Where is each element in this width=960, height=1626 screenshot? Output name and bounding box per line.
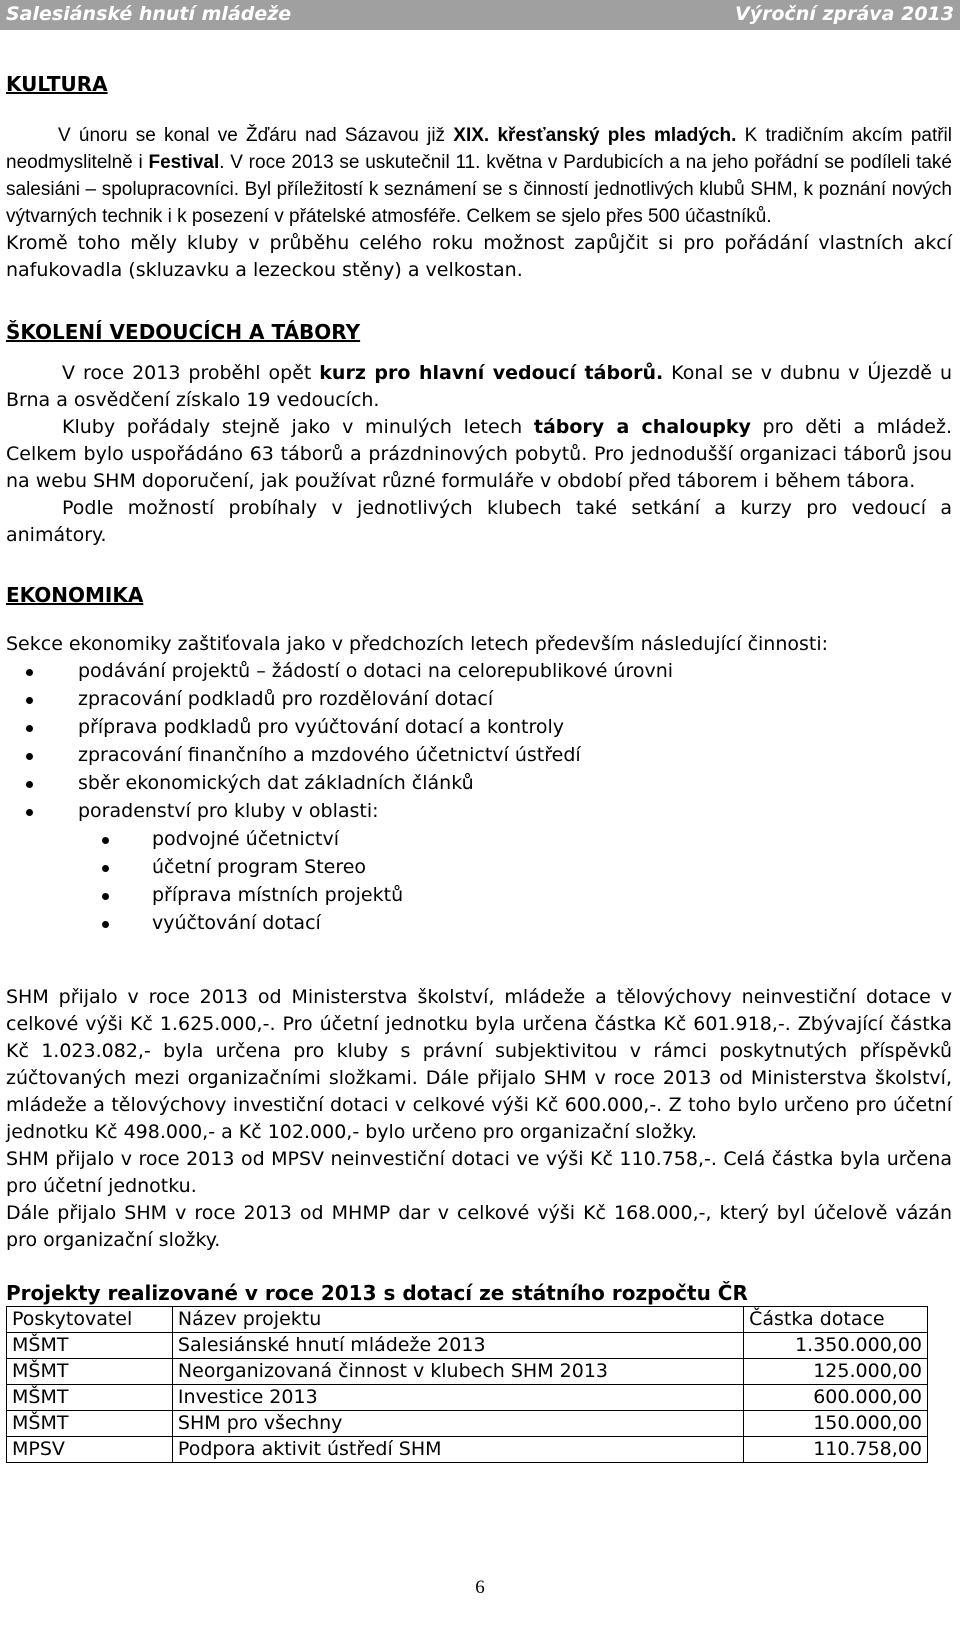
skoleni-p1-c: Konal se v dubnu v Újezdě u Brna a osvědčení získalo 19 vedoucích.	[6, 362, 952, 411]
header-title: Salesiánské hnutí mládeže	[6, 3, 292, 25]
table-cell: SHM pro všechny	[172, 1411, 743, 1437]
table-cell: Podpora aktivit ústředí SHM	[172, 1437, 743, 1463]
list-item: sběr ekonomických dat základních článků	[6, 770, 952, 798]
kultura-p1-c: K tradičním akcím patřil neodmyslitelně i	[6, 125, 952, 173]
list-subitem: podvojné účetnictví	[6, 826, 952, 854]
table-cell: 125.000,00	[744, 1359, 928, 1385]
list-item: poradenství pro kluby v oblasti:	[6, 798, 952, 826]
list-item: podávání projektů – žádostí o dotaci na celorepublikové úrovni	[6, 658, 952, 686]
skoleni-p1-a: V roce 2013 proběhl opět	[62, 362, 320, 384]
table-row	[7, 1359, 928, 1385]
running-header	[0, 0, 960, 30]
ekonomika-paragraph-mhmp: Dále přijalo SHM v roce 2013 od MHMP dar v celkové výši Kč 168.000,-, který byl účelově vázán pro organizační složky.	[6, 1202, 952, 1251]
table-row	[7, 1385, 928, 1411]
skoleni-p1-kurz: kurz pro hlavní vedoucí táborů.	[319, 362, 664, 384]
section-title-ekonomika: EKONOMIKA	[6, 583, 144, 607]
table-cell: Neorganizovaná činnost v klubech SHM 2013	[172, 1359, 743, 1385]
skoleni-p2-a: Kluby pořádaly stejně jako v minulých letech	[62, 416, 534, 438]
table-cell: MPSV	[7, 1437, 173, 1463]
kultura-paragraph-2: Kromě toho měly kluby v průběhu celého roku možnost zapůjčit si pro pořádání vlastních akcí nafukovadla (skluzavku a lezeckou stěny) a velkostan.	[6, 232, 952, 281]
ekonomika-activities-list	[6, 658, 952, 826]
table-row	[7, 1333, 928, 1359]
skoleni-paragraph-2	[6, 414, 952, 495]
list-item: zpracování podkladů pro rozdělování dotací	[6, 686, 952, 714]
table-cell: MŠMT	[7, 1411, 173, 1437]
table-cell: Salesiánské hnutí mládeže 2013	[172, 1333, 743, 1359]
ekonomika-subitems-list	[6, 826, 952, 938]
ekonomika-paragraph-msmt: SHM přijalo v roce 2013 od Ministerstva školství, mládeže a tělovýchovy neinvestiční dotace v celkové výši Kč 1.625.000,-. Pro účetní jednotku byla určena částka Kč 601.918,-. Zbývající částka Kč 1.023.082,- byla určena pro kluby s právní subjektivitou v rámci poskytnutých příspěvků zúčtovaných mezi organizačními složkami. Dále přijalo SHM v roce 2013 od Ministerstva školství, mládeže a tělovýchovy investiční dotaci v celkové výši Kč 600.000,-. Z toho bylo určeno pro účetní jednotku Kč 498.000,- a Kč 102.000,- bylo určeno pro organizační složky.	[6, 986, 952, 1143]
table-cell: 110.758,00	[744, 1437, 928, 1463]
table-row	[7, 1411, 928, 1437]
ekonomika-intro: Sekce ekonomiky zaštiťovala jako v předchozích letech především následující činnosti:	[6, 633, 829, 655]
table-cell: MŠMT	[7, 1385, 173, 1411]
section-title-kultura: KULTURA	[6, 72, 108, 96]
table-header-cell: Název projektu	[172, 1307, 743, 1333]
table-row	[7, 1437, 928, 1463]
list-subitem: vyúčtování dotací	[6, 910, 952, 938]
kultura-p1-f: Byl příležitostí k seznámení se s činností jednotlivých klubů SHM, k poznání nových výtvarných technik i k posezení v přátelské atmosféře. Celkem se sjelo přes 500 účastníků.	[6, 179, 952, 227]
skoleni-p2-c: pro děti a mládež. Celkem bylo uspořádáno 63 táborů a prázdninových pobytů. Pro jednodušší organizaci táborů jsou na webu SHM doporučení, jak používat různé formuláře v období před táborem i během tábora.	[6, 416, 952, 492]
projects-table	[6, 1306, 928, 1463]
table-header-cell: Částka dotace	[744, 1307, 928, 1333]
kultura-paragraph-1	[6, 122, 952, 230]
kultura-p1-festival: Festival	[148, 152, 220, 173]
table-cell: MŠMT	[7, 1333, 173, 1359]
list-item: zpracování finančního a mzdového účetnictví ústředí	[6, 742, 952, 770]
projects-table-title: Projekty realizované v roce 2013 s dotací ze státního rozpočtu ČR	[6, 1281, 748, 1305]
table-cell: MŠMT	[7, 1359, 173, 1385]
header-report-title: Výroční zpráva 2013	[735, 3, 954, 25]
table-cell: 1.350.000,00	[744, 1333, 928, 1359]
table-header-cell: Poskytovatel	[7, 1307, 173, 1333]
table-cell: Investice 2013	[172, 1385, 743, 1411]
kultura-p1-ples: XIX. křesťanský ples mladých.	[453, 125, 737, 146]
kultura-p1-e: . V roce 2013 se uskutečnil 11. května v Pardubicích a na jeho pořádní se podíleli také salesiáni – spolupracovníci.	[6, 152, 952, 200]
ekonomika-paragraph-mpsv: SHM přijalo v roce 2013 od MPSV neinvestiční dotaci ve výši Kč 110.758,-. Celá částka byla určena pro účetní jednotku.	[6, 1148, 952, 1197]
skoleni-p2-tabory: tábory a chaloupky	[533, 416, 751, 438]
page-content	[6, 66, 952, 1463]
table-cell: 150.000,00	[744, 1411, 928, 1437]
list-subitem: účetní program Stereo	[6, 854, 952, 882]
skoleni-paragraph-1	[6, 360, 952, 414]
section-title-skoleni: ŠKOLENÍ VEDOUCÍCH A TÁBORY	[6, 320, 361, 344]
kultura-p1-a: V únoru se konal ve Žďáru nad Sázavou již	[58, 125, 454, 146]
page-number: 6	[475, 1577, 485, 1598]
skoleni-paragraph-3: Podle možností probíhaly v jednotlivých klubech také setkání a kurzy pro vedoucí a animátory.	[6, 497, 952, 546]
list-item: příprava podkladů pro vyúčtování dotací a kontroly	[6, 714, 952, 742]
list-subitem: příprava místních projektů	[6, 882, 952, 910]
table-header-row	[7, 1307, 928, 1333]
table-cell: 600.000,00	[744, 1385, 928, 1411]
